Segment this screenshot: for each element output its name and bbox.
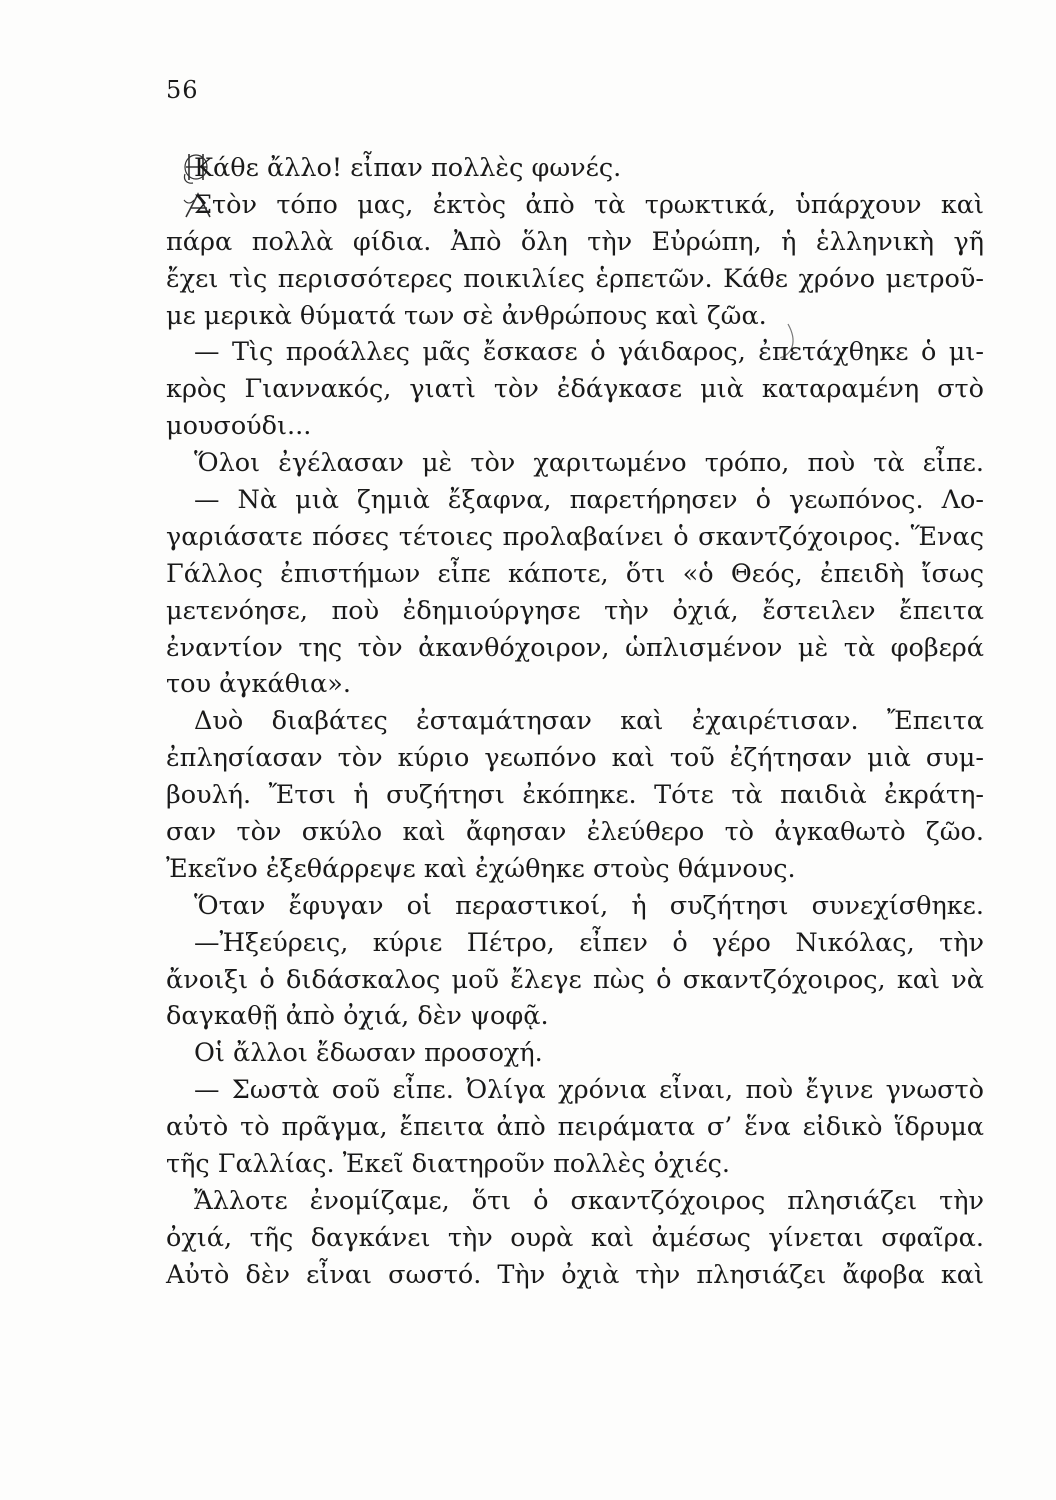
text-line: κρὸς Γιαννακός, γιατὶ τὸν ἐδάγκασε μιὰ καταραμένη στὸ <box>166 374 984 405</box>
text-line: πάρα πολλὰ φίδια. Ἀπὸ ὅλη τὴν Εὐρώπη, ἡ ἑλληνικὴ γῆ <box>166 226 984 257</box>
text-line: Κάθε ἄλλο! εἶπαν πολλὲς φωνές. <box>194 153 622 183</box>
text-line: Γάλλος ἐπιστήμων εἶπε κάποτε, ὅτι «ὁ Θεός, ἐπειδὴ ἴσως <box>166 558 984 589</box>
text-line: ἄνοιξι ὁ διδάσκαλος μοῦ ἔλεγε πὼς ὁ σκαντζόχοιρος, καὶ νὰ <box>166 964 984 995</box>
text-line: τῆς Γαλλίας. Ἐκεῖ διατηροῦν πολλὲς ὀχιές. <box>166 1149 731 1180</box>
text-line: ἐπλησίασαν τὸν κύριο γεωπόνο καὶ τοῦ ἐζήτησαν μιὰ συμ- <box>166 743 984 774</box>
text-line: Στὸν τόπο μας, ἐκτὸς ἀπὸ τὰ τρωκτικά, ὑπάρχουν καὶ <box>194 189 984 220</box>
text-line: ἐναντίον της τὸν ἀκανθόχοιρον, ὡπλισμένον μὲ τὰ φοβερά <box>166 632 984 663</box>
text-line: με μερικὰ θύματά των σὲ ἀνθρώπους καὶ ζῶα. <box>166 300 767 331</box>
text-line: μουσούδι... <box>166 411 312 442</box>
text-line: Ὅλοι ἐγέλασαν μὲ τὸν χαριτωμένο τρόπο, ποὺ τὰ εἶπε. <box>194 448 984 479</box>
text-line: — Σωστὰ σοῦ εἶπε. Ὀλίγα χρόνια εἶναι, ποὺ ἔγινε γνωστὸ <box>194 1075 984 1106</box>
body-text <box>166 150 984 1294</box>
text-line: αὐτὸ τὸ πρᾶγμα, ἔπειτα ἀπὸ πειράματα σ’ ἕνα εἰδικὸ ἵδρυμα <box>166 1112 984 1143</box>
text-line: Ἄλλοτε ἐνομίζαμε, ὅτι ὁ σκαντζόχοιρος πλησιάζει τὴν <box>194 1185 984 1216</box>
text-line: ἔχει τὶς περισσότερες ποικιλίες ἑρπετῶν. Κάθε χρόνο μετροῦ- <box>166 263 984 294</box>
text-line: Οἱ ἄλλοι ἔδωσαν προσοχή. <box>194 1038 543 1069</box>
text-line: — Τὶς προάλλες μᾶς ἔσκασε ὁ γάιδαρος, ἐπετάχθηκε ὁ μι- <box>194 337 984 368</box>
text-line: — Νὰ μιὰ ζημιὰ ἔξαφνα, παρετήρησεν ὁ γεωπόνος. Λο- <box>194 485 984 516</box>
text-line: μετενόησε, ποὺ ἐδημιούργησε τὴν ὀχιά, ἔστειλεν ἔπειτα <box>166 595 984 626</box>
text-line: Ὅταν ἔφυγαν οἱ περαστικοί, ἡ συζήτησι συνεχίσθηκε. <box>194 890 984 921</box>
text-line: σαν τὸν σκύλο καὶ ἄφησαν ἐλεύθερο τὸ ἀγκαθωτὸ ζῶο. <box>166 817 984 848</box>
text-line: ὀχιά, τῆς δαγκάνει τὴν ουρὰ καὶ ἀμέσως γίνεται σφαῖρα. <box>166 1222 984 1253</box>
text-line: δαγκαθῇ ἀπὸ ὀχιά, δὲν ψοφᾷ. <box>166 1001 549 1032</box>
text-line: Αὐτὸ δὲν εἶναι σωστό. Τὴν ὀχιὰ τὴν πλησιάζει ἄφοβα καὶ <box>166 1259 984 1290</box>
text-line: Δυὸ διαβάτες ἐσταμάτησαν καὶ ἐχαιρέτισαν. Ἔπειτα <box>194 706 984 737</box>
text-line: βουλή. Ἔτσι ἡ συζήτησι ἐκόπηκε. Τότε τὰ παιδιὰ ἐκράτη- <box>166 780 984 811</box>
text-line: του ἀγκάθια». <box>166 669 351 700</box>
page-number: 56 <box>166 76 199 104</box>
text-line: γαριάσατε πόσες τέτοιες προλαβαίνει ὁ σκαντζόχοιρος. Ἕνας <box>166 521 984 552</box>
text-line: —Ἠξεύρεις, κύριε Πέτρο, εἶπεν ὁ γέρο Νικόλας, τὴν <box>194 927 984 958</box>
text-line: Ἐκεῖνο ἐξεθάρρεψε καὶ ἐχώθηκε στοὺς θάμνους. <box>166 853 796 884</box>
